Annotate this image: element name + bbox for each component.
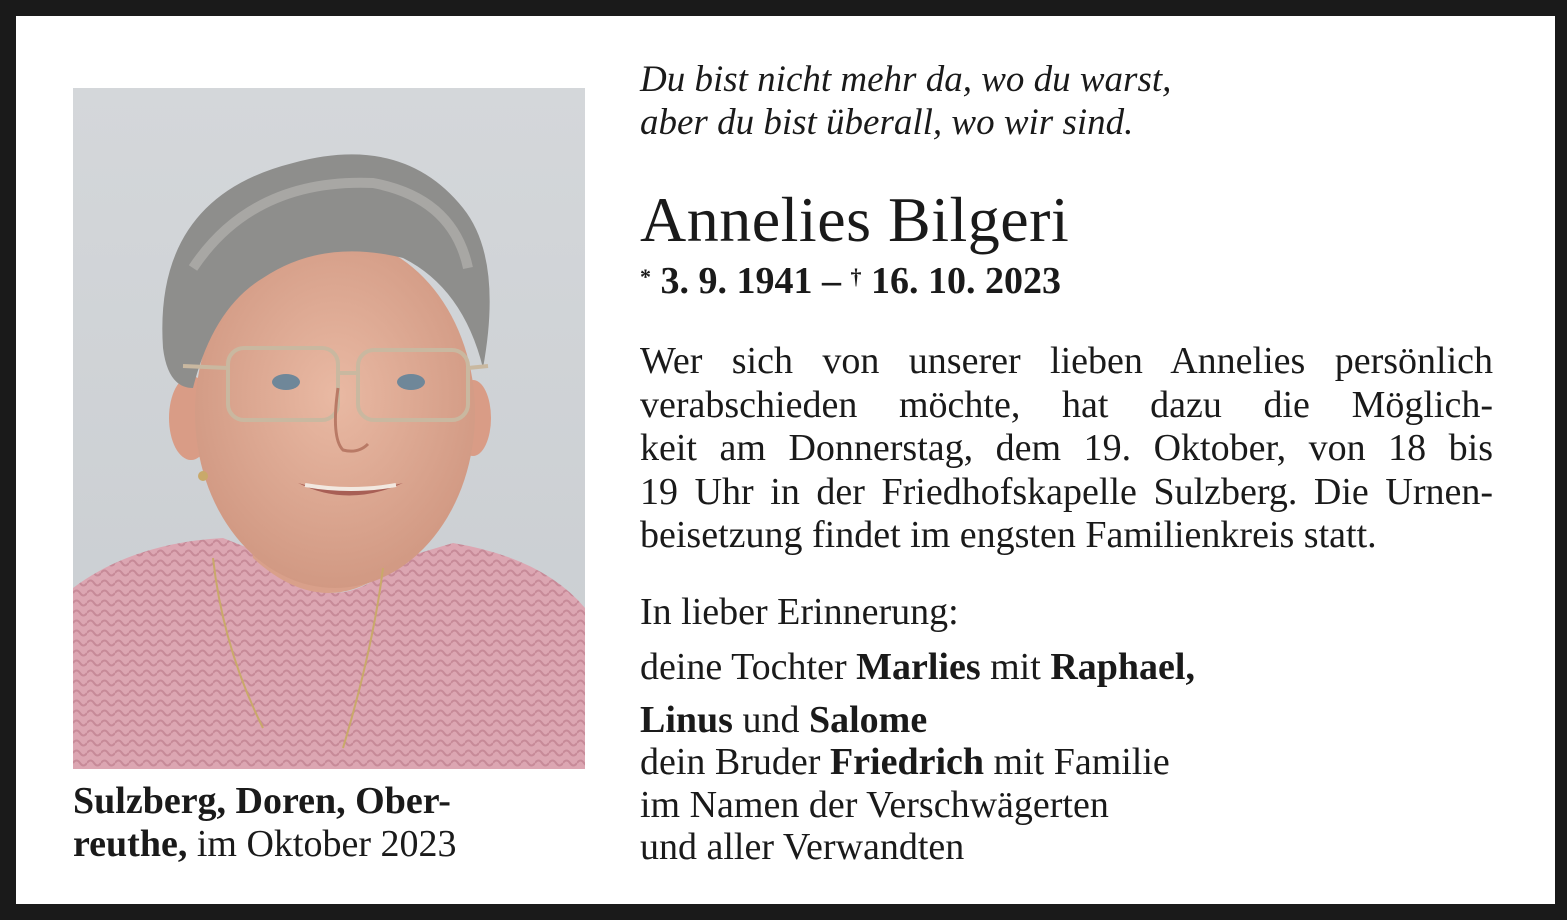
quote-line-1: Du bist nicht mehr da, wo du warst, (640, 59, 1172, 100)
location-line-2: reuthe, (73, 823, 188, 865)
mourner-name: Linus (640, 699, 733, 741)
mourner-text: mit Familie (984, 741, 1170, 783)
mourners-line-5: und aller Verwandten (640, 826, 965, 868)
paragraph-line: verabschieden möchte, hat dazu die Möglich- (640, 383, 1493, 426)
mourner-text: deine Tochter (640, 646, 857, 688)
location-date-text: im Oktober 2023 (187, 823, 457, 865)
paragraph-line: 19 Uhr in der Friedhofskapelle Sulzberg. Die Urnen- (640, 470, 1493, 513)
date-separator: – (822, 260, 841, 302)
mourner-name: Friedrich (829, 741, 985, 783)
quote-line-2: aber du bist überall, wo wir sind. (640, 102, 1134, 143)
mourner-text: und (732, 699, 809, 741)
mourner-name: Salome (808, 699, 928, 741)
mourners-line-4: im Namen der Verschwägerten (640, 784, 1109, 826)
death-mark: † (850, 264, 862, 289)
memorial-quote (640, 58, 1520, 144)
farewell-paragraph (640, 340, 1493, 558)
mourner-text: mit (980, 646, 1051, 688)
location-date (73, 780, 593, 866)
deceased-name: Annelies Bilgeri (640, 184, 1070, 255)
birth-mark: * (640, 264, 651, 289)
mourners-line-1 (640, 646, 1195, 689)
mourners-intro: In lieber Erinnerung: (640, 591, 959, 633)
paragraph-line: Wer sich von unserer lieben Annelies persönlich (640, 340, 1493, 382)
mourner-name: Marlies (856, 646, 981, 688)
death-date: 16. 10. 2023 (871, 260, 1061, 302)
paragraph-line: beisetzung findet im engsten Familienkreis statt. (640, 514, 1377, 556)
paragraph-line: keit am Donnerstag, dem 19. Oktober, von 18 bis (640, 427, 1493, 469)
birth-date: 3. 9. 1941 (660, 260, 813, 302)
mourners-line-2 (640, 699, 927, 742)
portrait-photo (73, 88, 585, 769)
life-dates (640, 258, 1061, 304)
mourners-line-3 (640, 741, 1170, 784)
mourner-text: dein Bruder (640, 741, 830, 783)
location-line-1: Sulzberg, Doren, Ober- (73, 780, 451, 822)
mourner-name: Raphael, (1050, 646, 1195, 688)
